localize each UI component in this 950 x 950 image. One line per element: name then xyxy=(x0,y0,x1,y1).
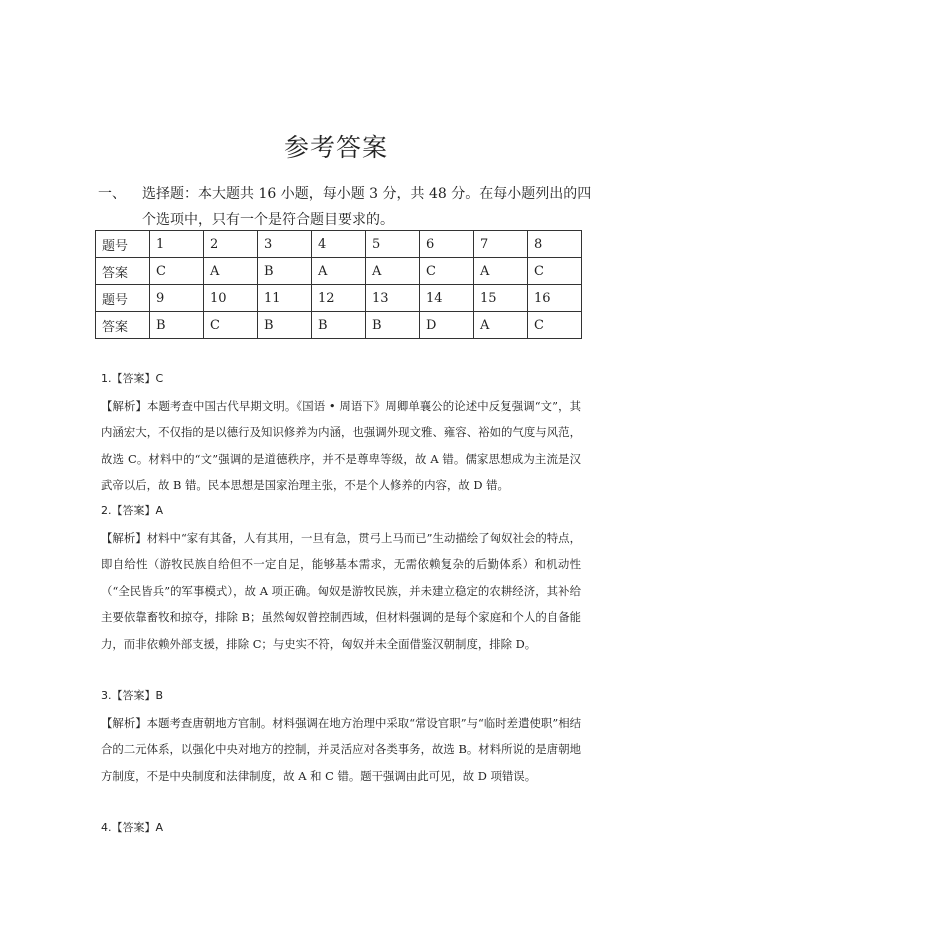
table-cell: 1 xyxy=(150,231,204,258)
table-cell: 10 xyxy=(204,285,258,312)
table-cell: C xyxy=(528,258,582,285)
question-2 xyxy=(101,498,581,658)
table-cell: 7 xyxy=(474,231,528,258)
table-cell: C xyxy=(420,258,474,285)
table-cell: 11 xyxy=(258,285,312,312)
table-cell: D xyxy=(420,312,474,339)
question-2-analysis: 【解析】材料中“家有其备，人有其用，一旦有急，贯弓上马而已”生动描绘了匈奴社会的特点，即自给性（游牧民族自给但不一定自足，能够基本需求，无需依赖复杂的后勤体系）和机动性（“全民皆兵”的军事模式），故 A 项正确。匈奴是游牧民族，并未建立稳定的农耕经济，其补给主要依靠畜牧和掠夺，排除 B；虽然匈奴曾控制西域，但材料强调的是每个家庭和个人的自备能力，而非依赖外部支援，排除 C；与史实不符，匈奴并未全面借鉴汉朝制度，排除 D。 xyxy=(101,530,581,651)
table-row-header: 题号 xyxy=(96,231,150,258)
question-2-answer: 2.【答案】A xyxy=(101,504,164,517)
table-cell: A xyxy=(474,312,528,339)
table-cell: B xyxy=(312,312,366,339)
table-cell: B xyxy=(366,312,420,339)
table-cell: 9 xyxy=(150,285,204,312)
table-cell: C xyxy=(150,258,204,285)
table-cell: C xyxy=(204,312,258,339)
section-instruction-line1: 选择题：本大题共 16 小题，每小题 3 分，共 48 分。在每小题列出的四 xyxy=(142,186,592,202)
question-4-answer: 4.【答案】A xyxy=(101,821,164,834)
table-cell: 5 xyxy=(366,231,420,258)
table-cell: 15 xyxy=(474,285,528,312)
table-cell: B xyxy=(258,312,312,339)
question-3-answer: 3.【答案】B xyxy=(101,689,164,702)
question-1-analysis: 【解析】本题考查中国古代早期文明。《国语 • 周语下》周卿单襄公的论述中反复强调“文”，其内涵宏大，不仅指的是以德行及知识修养为内涵，也强调外现文雅、雍容、裕如的气度与风范，故选 C。材料中的“文”强调的是道德秩序，并不是尊卑等级，故 A 错。儒家思想成为主流是汉武帝以后，故 B 错。民本思想是国家治理主张，不是个人修养的内容，故 D 错。 xyxy=(101,398,581,493)
table-cell: 8 xyxy=(528,231,582,258)
question-3 xyxy=(101,683,581,789)
table-cell: 14 xyxy=(420,285,474,312)
table-row xyxy=(96,258,582,285)
table-row xyxy=(96,312,582,339)
table-cell: A xyxy=(474,258,528,285)
table-cell: B xyxy=(258,258,312,285)
table-cell: A xyxy=(312,258,366,285)
table-row xyxy=(96,231,582,258)
table-cell: 16 xyxy=(528,285,582,312)
table-cell: B xyxy=(150,312,204,339)
table-cell: A xyxy=(204,258,258,285)
question-1 xyxy=(101,366,581,499)
section-instruction-line2: 个选项中，只有一个是符合题目要求的。 xyxy=(142,212,394,228)
question-3-analysis: 【解析】本题考查唐朝地方官制。材料强调在地方治理中采取“常设官职”与“临时差遣使职”相结合的二元体系，以强化中央对地方的控制，并灵活应对各类事务，故选 B。材料所说的是唐朝地方制度，不是中央制度和法律制度，故 A 和 C 错。题干强调由此可见，故 D 项错误。 xyxy=(101,715,581,783)
table-cell: 6 xyxy=(420,231,474,258)
section-heading xyxy=(98,181,591,233)
question-1-answer: 1.【答案】C xyxy=(101,372,164,385)
table-row-header: 题号 xyxy=(96,285,150,312)
table-cell: A xyxy=(366,258,420,285)
table-cell: 12 xyxy=(312,285,366,312)
section-number: 一、 xyxy=(98,186,126,202)
table-cell: 13 xyxy=(366,285,420,312)
table-cell: 4 xyxy=(312,231,366,258)
question-4 xyxy=(101,815,581,842)
table-row-header: 答案 xyxy=(96,312,150,339)
table-cell: C xyxy=(528,312,582,339)
answer-table xyxy=(95,230,582,339)
table-row xyxy=(96,285,582,312)
table-cell: 3 xyxy=(258,231,312,258)
page-title: 参考答案 xyxy=(283,133,388,162)
table-cell: 2 xyxy=(204,231,258,258)
table-row-header: 答案 xyxy=(96,258,150,285)
